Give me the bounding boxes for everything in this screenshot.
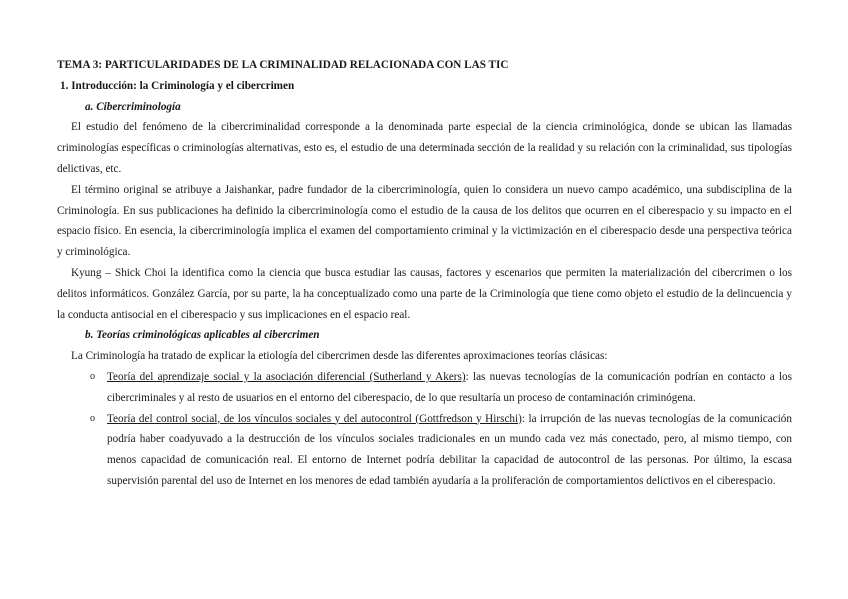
paragraph-jaishankar: El término original se atribuye a Jaishankar, padre fundador de la cibercriminología, quien lo considera un nuevo campo académico, una subdisciplina de la Criminología. En sus publicaciones ha definido la cibercriminología como el estudio de la causa de los delitos que ocurren en el ciberespacio y su impacto en el espacio físico. En esencia, la cibercriminología implica el examen del comportamiento criminal y la victimización en el ciberespacio desde una perspectiva teórica y criminológica. [57, 183, 792, 259]
subsection-heading-cibercriminologia: a. Cibercriminología [85, 100, 181, 113]
paragraph-teorias-intro: La Criminología ha tratado de explicar la etiología del cibercrimen desde las diferentes aproximaciones teorías clásicas: [71, 350, 608, 363]
theory-description: : las nuevas tecnologías de la comunicación podrían en contacto a los cibercriminales y al resto de usuarios en el entorno del ciberespacio, de lo que resultaría un proceso de contaminación criminógena. [107, 370, 793, 404]
document-body [57, 55, 792, 492]
subsection-heading-teorias: b. Teorías criminológicas aplicables al cibercrimen [85, 329, 320, 342]
document-title: TEMA 3: PARTICULARIDADES DE LA CRIMINALIDAD RELACIONADA CON LAS TIC [57, 59, 509, 71]
section-heading-introduccion: 1. Introducción: la Criminología y el cibercrimen [60, 79, 295, 92]
list-item [57, 367, 792, 409]
paragraph-choi-gonzalez: Kyung – Shick Choi la identifica como la ciencia que busca estudiar las causas, factores y escenarios que permiten la materialización del cibercrimen o los delitos informáticos. González García, por su parte, la ha conceptualizado como una parte de la Criminología que tiene como objeto el estudio de la delincuencia y la conducta antisocial en el ciberespacio y sus implicaciones en el espacio real. [57, 266, 792, 321]
theory-name: Teoría del aprendizaje social y la asociación diferencial (Sutherland y Akers) [107, 370, 466, 383]
list-item [57, 409, 792, 492]
theory-name: Teoría del control social, de los vínculos sociales y del autocontrol (Gottfredson y Hirschi) [107, 412, 522, 425]
bullet-marker: o [90, 370, 95, 382]
theory-description: : la irrupción de las nuevas tecnologías de la comunicación podría haber coadyuvado a la destrucción de los vínculos sociales tradicionales en un mundo cada vez más conectado, pero, al mismo tiempo, con menos capacidad de comunicación real. El entorno de Internet podría debilitar la capacidad de autocontrol de las personas. Por último, la escasa supervisión parental del uso de Internet en los menores de edad también ayudaría a la proliferación de comportamientos delictivos en el ciberespacio. [107, 412, 792, 487]
theories-list [57, 367, 792, 492]
paragraph-cibercriminalidad: El estudio del fenómeno de la cibercriminalidad corresponde a la denominada parte especial de la ciencia criminológica, donde se ubican las llamadas criminologías específicas o criminologías alternativas, esto es, el estudio de una determinada sección de la realidad y su relación con la criminalidad, sus tipologías delictivas, etc. [57, 121, 792, 175]
bullet-marker: o [90, 412, 95, 424]
